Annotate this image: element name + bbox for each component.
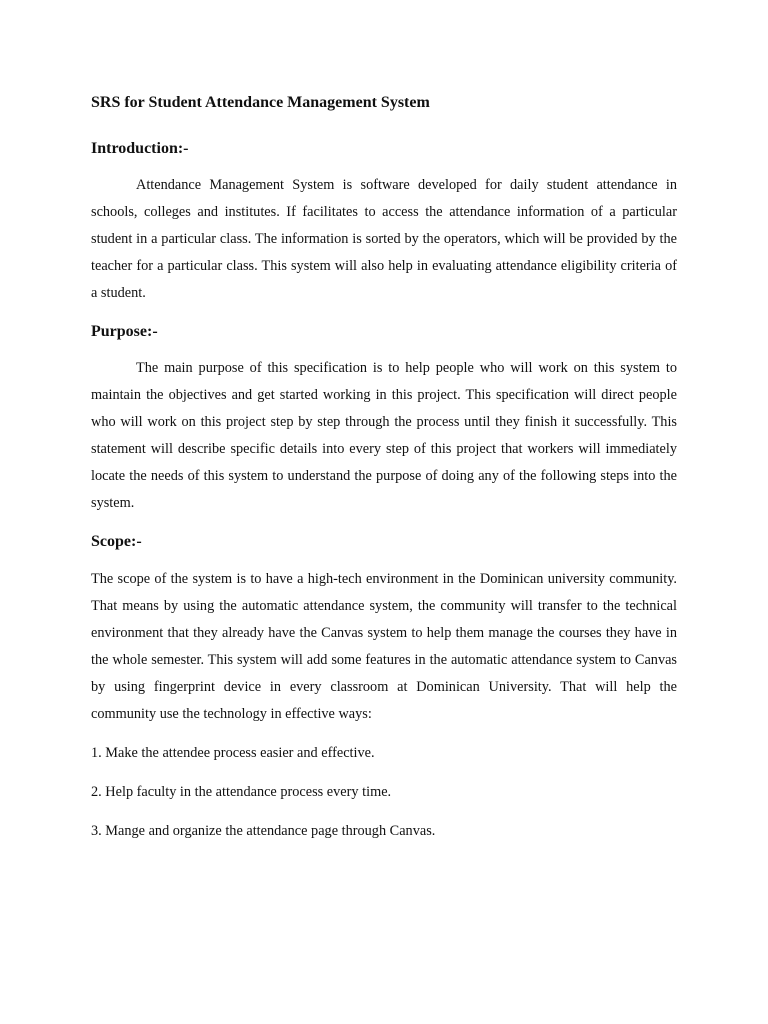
scope-list-item-1: 1. Make the attendee process easier and effective. [91, 745, 375, 761]
document-title: SRS for Student Attendance Management System [91, 94, 430, 111]
document-content [91, 92, 677, 845]
introduction-heading: Introduction:- [91, 140, 189, 157]
purpose-paragraph: The main purpose of this specification is to help people who will work on this system to maintain the objectives and get started working in this project. This specification will direct people who will work on this project step by step through the process until they finish it successfully. This statement will describe specific details into every step of this project that workers will immediately locate the needs of this system to understand the purpose of doing any of the following steps into the system. [91, 360, 677, 511]
purpose-heading: Purpose:- [91, 323, 158, 340]
scope-heading: Scope:- [91, 533, 142, 550]
scope-list-item-2: 2. Help faculty in the attendance process every time. [91, 784, 392, 800]
scope-list-item-3: 3. Mange and organize the attendance page through Canvas. [91, 823, 436, 839]
introduction-paragraph: Attendance Management System is software developed for daily student attendance in schools, colleges and institutes. If facilitates to access the attendance information of a particular student in a particular class. The information is sorted by the operators, which will be provided by the teacher for a particular class. This system will also help in evaluating attendance eligibility criteria of a student. [91, 177, 677, 301]
scope-paragraph: The scope of the system is to have a high-tech environment in the Dominican university community. That means by using the automatic attendance system, the community will transfer to the technical environment that they already have the Canvas system to help them manage the courses they have in the whole semester. This system will add some features in the automatic attendance system to Canvas by using fingerprint device in every classroom at Dominican University. That will help the community use the technology in effective ways: [91, 571, 677, 722]
